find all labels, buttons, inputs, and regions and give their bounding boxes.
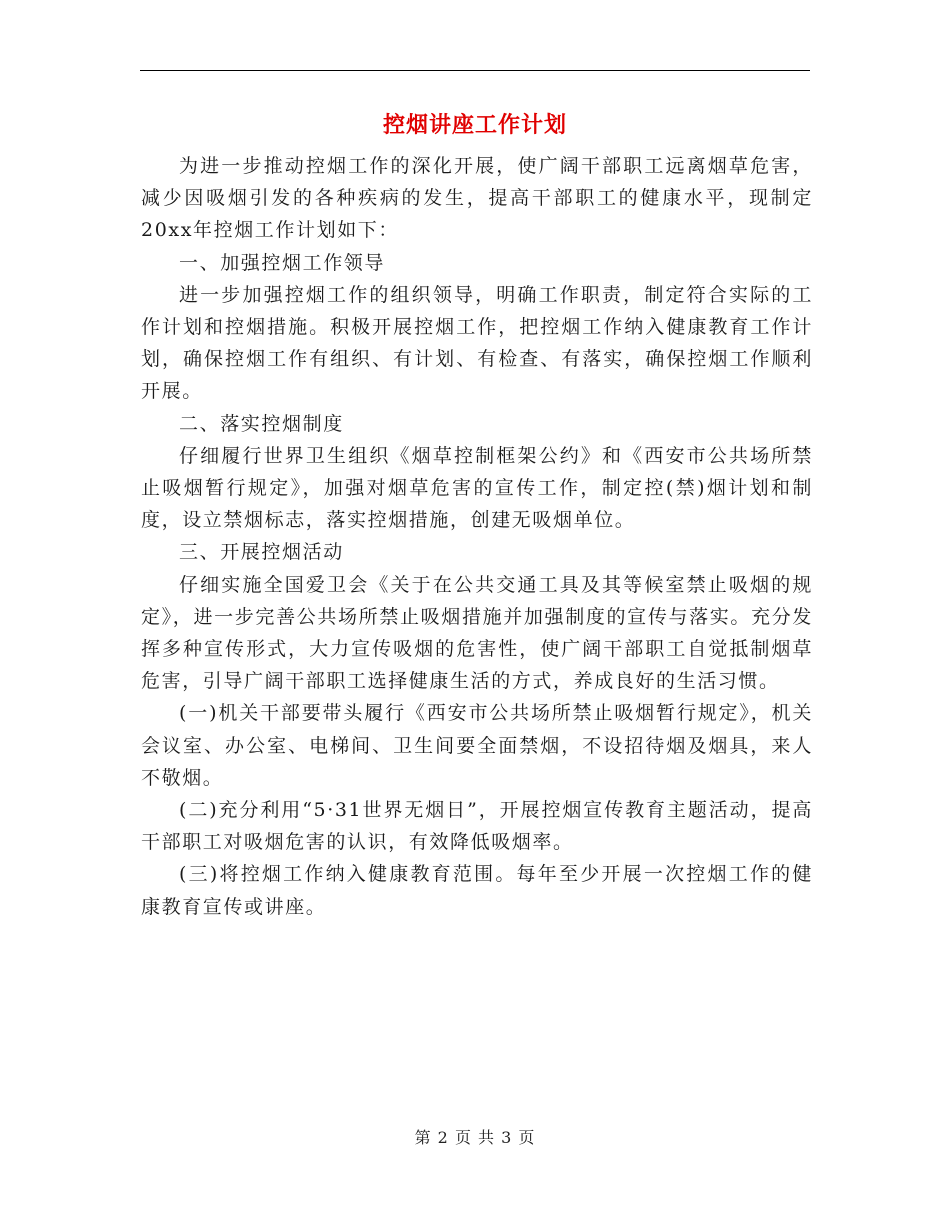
paragraph-intro: 为进一步推动控烟工作的深化开展，使广阔干部职工远离烟草危害，减少因吸烟引发的各种疾病的发生，提高干部职工的健康水平，现制定20xx年控烟工作计划如下：: [141, 155, 813, 242]
section-heading-2: 二、落实控烟制度: [179, 412, 344, 435]
section-heading-1: 一、加强控烟工作领导: [179, 251, 386, 274]
document-body: [141, 150, 813, 923]
section-heading-3: 三、开展控烟活动: [179, 541, 344, 564]
paragraph-section-3: 仔细实施全国爱卫会《关于在公共交通工具及其等候室禁止吸烟的规定》，进一步完善公共场所禁止吸烟措施并加强制度的宣传与落实。充分发挥多种宣传形式，大力宣传吸烟的危害性，使广阔干部职工自觉抵制烟草危害，引导广阔干部职工选择健康生活的方式，养成良好的生活习惯。: [141, 573, 813, 693]
list-item-3: (三)将控烟工作纳入健康教育范围。每年至少开展一次控烟工作的健康教育宣传或讲座。: [141, 863, 813, 918]
paragraph-section-2: 仔细履行世界卫生组织《烟草控制框架公约》和《西安市公共场所禁止吸烟暂行规定》，加强对烟草危害的宣传工作，制定控(禁)烟计划和制度，设立禁烟标志，落实控烟措施，创建无吸烟单位。: [141, 444, 813, 532]
header-rule: [140, 70, 810, 71]
list-item-2: (二)充分利用“5·31世界无烟日”，开展控烟宣传教育主题活动，提高干部职工对吸烟危害的认识，有效降低吸烟率。: [141, 799, 813, 854]
page-number: 第 2 页 共 3 页: [414, 1128, 536, 1147]
paragraph-section-1: 进一步加强控烟工作的组织领导，明确工作职责，制定符合实际的工作计划和控烟措施。积极开展控烟工作，把控烟工作纳入健康教育工作计划，确保控烟工作有组织、有计划、有检查、有落实，确保控烟工作顺利开展。: [141, 283, 813, 403]
document-title: 控烟讲座工作计划: [382, 112, 567, 138]
list-item-1: (一)机关干部要带头履行《西安市公共场所禁止吸烟暂行规定》，机关会议室、办公室、电梯间、卫生间要全面禁烟，不设招待烟及烟具，来人不敬烟。: [141, 702, 813, 789]
